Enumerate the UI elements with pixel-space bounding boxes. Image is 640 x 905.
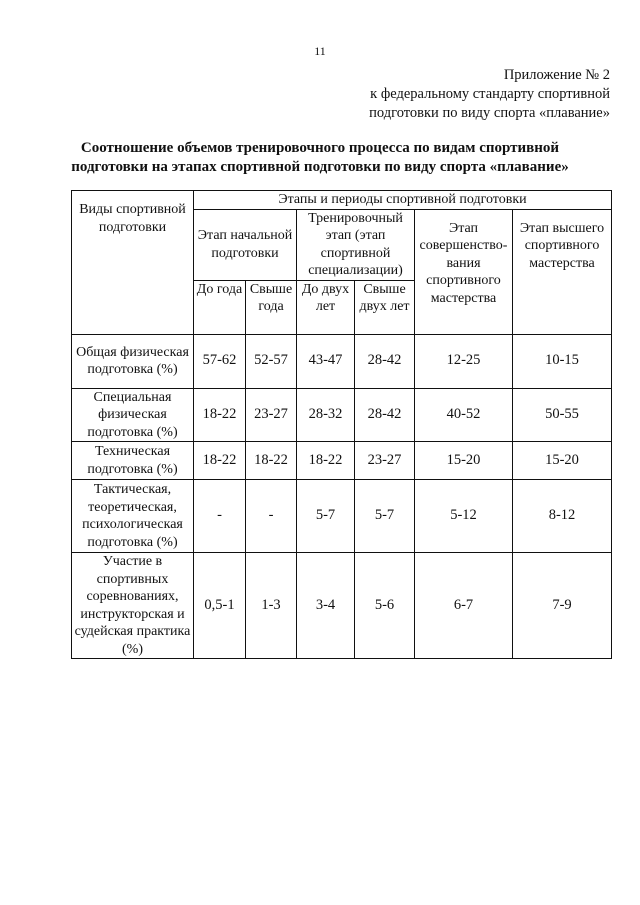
appendix-line-1: Приложение № 2 bbox=[503, 67, 610, 83]
table-cell: - bbox=[194, 480, 246, 553]
appendix-line-3: подготовки по виду спорта «плавание» bbox=[369, 105, 610, 121]
row-label: Специальная физическая подготовка (%) bbox=[72, 388, 194, 442]
row-label: Техническая подготовка (%) bbox=[72, 442, 194, 480]
table-cell: 0,5-1 bbox=[194, 553, 246, 659]
table-cell: 6-7 bbox=[415, 553, 513, 659]
table-row bbox=[72, 480, 612, 553]
table-cell: 5-7 bbox=[297, 480, 355, 553]
table-cell: 12-25 bbox=[415, 334, 513, 388]
table-cell: 1-3 bbox=[246, 553, 297, 659]
subheader-upto-two-years: До двух лет bbox=[297, 280, 355, 334]
stage-initial-header: Этап начальной подготовки bbox=[194, 209, 297, 280]
table-cell: 3-4 bbox=[297, 553, 355, 659]
table-row bbox=[72, 334, 612, 388]
row-label: Тактическая, теоретическая, психологическая подготовка (%) bbox=[72, 480, 194, 553]
table-cell: 23-27 bbox=[355, 442, 415, 480]
appendix-note bbox=[369, 66, 610, 123]
table-row bbox=[72, 388, 612, 442]
table-cell: 7-9 bbox=[513, 553, 612, 659]
table-row bbox=[72, 442, 612, 480]
table-cell: 28-42 bbox=[355, 334, 415, 388]
table-row bbox=[72, 553, 612, 659]
table-cell: 5-7 bbox=[355, 480, 415, 553]
table-cell: 5-12 bbox=[415, 480, 513, 553]
table-cell: 10-15 bbox=[513, 334, 612, 388]
types-header: Виды спортивной подготовки bbox=[72, 191, 194, 335]
table-cell: - bbox=[246, 480, 297, 553]
row-label: Участие в спортивных соревнованиях, инструкторская и судейская практика (%) bbox=[72, 553, 194, 659]
stage-training-header: Тренировочный этап (этап спортивной специализации) bbox=[297, 209, 415, 280]
table-cell: 8-12 bbox=[513, 480, 612, 553]
table-cell: 5-6 bbox=[355, 553, 415, 659]
table-cell: 23-27 bbox=[246, 388, 297, 442]
subheader-over-two-years: Свыше двух лет bbox=[355, 280, 415, 334]
table-cell: 28-42 bbox=[355, 388, 415, 442]
table-cell: 52-57 bbox=[246, 334, 297, 388]
table-cell: 40-52 bbox=[415, 388, 513, 442]
row-label: Общая физическая подготовка (%) bbox=[72, 334, 194, 388]
table-cell: 57-62 bbox=[194, 334, 246, 388]
table-cell: 50-55 bbox=[513, 388, 612, 442]
table-cell: 15-20 bbox=[513, 442, 612, 480]
table-cell: 18-22 bbox=[194, 442, 246, 480]
stages-header: Этапы и периоды спортивной подготовки bbox=[194, 191, 612, 210]
table-cell: 43-47 bbox=[297, 334, 355, 388]
page-number: 11 bbox=[314, 44, 326, 58]
title-line-1: Соотношение объемов тренировочного процесса по видам спортивной bbox=[80, 140, 560, 156]
title-line-2: подготовки на этапах спортивной подготовки по виду спорта «плавание» bbox=[71, 159, 569, 175]
table-cell: 28-32 bbox=[297, 388, 355, 442]
table-cell: 15-20 bbox=[415, 442, 513, 480]
document-title bbox=[40, 139, 600, 177]
subheader-upto-year: До года bbox=[194, 280, 246, 334]
stage-improvement-header: Этап совершенство-вания спортивного мастерства bbox=[415, 209, 513, 334]
table-cell: 18-22 bbox=[246, 442, 297, 480]
stage-highest-header: Этап высшего спортивного мастерства bbox=[513, 209, 612, 334]
training-ratio-table bbox=[71, 190, 612, 659]
subheader-over-year: Свыше года bbox=[246, 280, 297, 334]
table-cell: 18-22 bbox=[297, 442, 355, 480]
table-cell: 18-22 bbox=[194, 388, 246, 442]
appendix-line-2: к федеральному стандарту спортивной bbox=[370, 86, 610, 102]
